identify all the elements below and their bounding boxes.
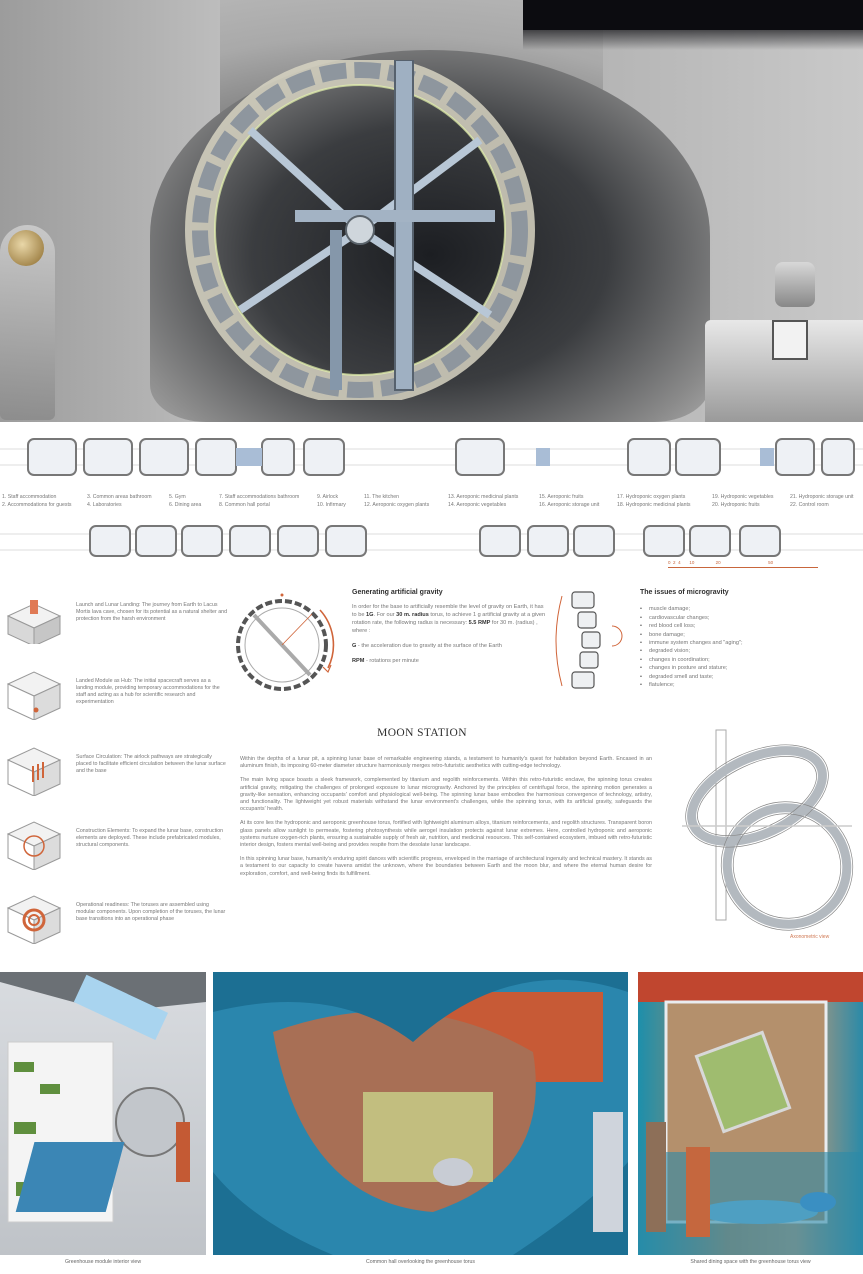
description-text — [240, 756, 652, 885]
sequence-step: Launch and Lunar Landing: The journey from Earth to Lacus Mortis lava cave, chosen for its potential as a natural shelter and protection from the harsh environment — [4, 590, 234, 650]
spinning-torus-station — [180, 60, 540, 400]
paragraph: In this spinning lunar base, humanity's enduring spirit dances with scientific progress, enveloped in the marriage of architectural ingenuity and technical mastery. It stands as a testament to our capacity to create havens amidst the unknown, where the boundaries between Earth and the moon blur, and where the eternal human desire for exploration, comfort, and well-being finds its fulfillment. — [240, 856, 652, 877]
caption-dining: Shared dining space with the greenhouse torus view — [690, 1259, 811, 1265]
list-item: • red blood cell loss; — [640, 622, 860, 630]
hub-module-icon — [4, 670, 62, 720]
caption-greenhouse: Greenhouse module interior view — [64, 1259, 142, 1265]
airlock-icon — [4, 746, 62, 796]
torus-segment-diagram — [552, 586, 632, 696]
sequence-step: Operational readiness: The toruses are assembled using modular components. Upon completion of the toruses, the lunar base transitions into an operational phase — [4, 890, 234, 950]
microgravity-list — [640, 605, 860, 689]
paragraph: Within the depths of a lunar pit, a spinning lunar base of remarkable engineering stands, a testament to humanity's quest for habitation beyond Earth. Encased in an aluminum finish, its imposing 60-meter diameter structure harmoniously merges retro-futuristic aesthetics with cutting-edge technology. — [240, 756, 652, 770]
poster-title: MOON STATION — [377, 727, 467, 739]
helmet-icon — [8, 230, 44, 266]
landing-module-icon — [4, 594, 62, 644]
list-item: • changes in posture and stature; — [640, 664, 860, 672]
dining-space-render — [638, 972, 863, 1255]
construction-icon — [4, 820, 62, 870]
rotating-torus-diagram — [232, 590, 342, 705]
paragraph: The main living space boasts a sleek framework, complemented by titanium and regolith reinforcements. Within this retro-futuristic enclave, the spinning torus creates artificial gravity, mitigating the challenges of prolonged exposure to lunar microgravity. Anchored by the principles of centrifugal force, the spinning motion generates a gravity-like sensation, enhancing occupants' comfort and physiological well-being. The spinning lunar base embodies the harmonious convergence of technology, artistry, and functionality. The lightweight yet robust materials withstand the lunar environment's challenges, while the spinning torus, with its artificial gravity, safeguards the occupants' health. — [240, 777, 652, 813]
sequence-step: Landed Module as Hub: The initial spacecraft serves as a landing module, providing temporary accommodations for the staff and acting as a hub for scientific research and experimentation — [4, 666, 234, 726]
axonometric-drawing — [662, 726, 860, 946]
list-item: • muscle damage; — [640, 605, 860, 613]
list-item: • immune system changes and "aging"; — [640, 639, 860, 647]
plan-legend: 1. Staff accommodation 2. Accommodations for guests 3. Common areas bathroom 4. Laboratories 5. Gym 6. Dining area 7. Staff accommodations bathroom 8. Common hall portal 9. Airlock 10. Infirmary 11. The kitchen 12. Aeroponic oxygen plants 13. Aeroponic medicinal plants 14. Aeroponic vegetables 15. Aeroponic fruits 16. Aeroponic storage unit 17. Hydroponic oxygen plants 18. Hydroponic medicinal plants 19. Hydroponic vegetables 20. Hydroponic fruits 21. Hydroponic storage unit 22. Control room — [2, 494, 854, 508]
list-item: • changes in coordination; — [640, 656, 860, 664]
scale-bar: 0 2 4 10 20 50 — [668, 560, 818, 570]
axonometric-caption: Axonometric view — [790, 934, 830, 940]
artificial-gravity-section: Generating artificial gravity In order for the base to artificially resemble the level of gravity on Earth, it has to be 1G. For our 30 m. radius torus, to achieve 1 g artificial gravity at a given rotation rate, the following radius is necessary: 5.5 RMP for 30 m. (radius) , where : G - the acceleration due to gravity at the surface of the Earth RPM - rotations per minute — [352, 589, 546, 664]
microgravity-section — [640, 589, 860, 689]
gravity-heading: Generating artificial gravity — [352, 589, 443, 596]
torus-assembly-icon — [4, 894, 62, 944]
paragraph: At its core lies the hydroponic and aeroponic greenhouse torus, fortified with lightweight aluminum alloys, titanium reinforcements, and regolith structures. Transparent boron glass panels allow sunlight to permeate, fostering photosynthesis while aerogel insulation protects against lunar extremes. Here, controlled hydroponic and aeroponic systems nurture oxygen-rich plants, ensuring a sustainable supply of fresh air, nutrition, and medicinal resources. This self-contained ecosystem, imbued with retro-futuristic interior design, fosters mental well-being and provides respite from the desolate lunar landscape. — [240, 820, 652, 849]
list-item: • degraded vision; — [640, 647, 860, 655]
list-item: • cardiovascular changes; — [640, 614, 860, 622]
list-item: • flatulence; — [640, 681, 860, 689]
hero-render — [0, 0, 863, 422]
sequence-step: Construction Elements: To expand the lunar base, construction elements are deployed. These include prefabricated modules, structural components. — [4, 816, 234, 876]
torus-plan-upper — [0, 432, 863, 482]
microgravity-heading: The issues of microgravity — [640, 589, 729, 596]
common-hall-render — [213, 972, 628, 1255]
list-item: • bone damage; — [640, 631, 860, 639]
sequence-step: Surface Circulation: The airlock pathways are strategically placed to facilitate efficient circulation between the lunar surface and the base — [4, 742, 234, 802]
greenhouse-interior-render — [0, 972, 206, 1255]
crew-figures — [775, 262, 815, 307]
list-item: • degraded smell and taste; — [640, 673, 860, 681]
caption-common-hall: Common hall overlooking the greenhouse torus — [365, 1259, 475, 1265]
